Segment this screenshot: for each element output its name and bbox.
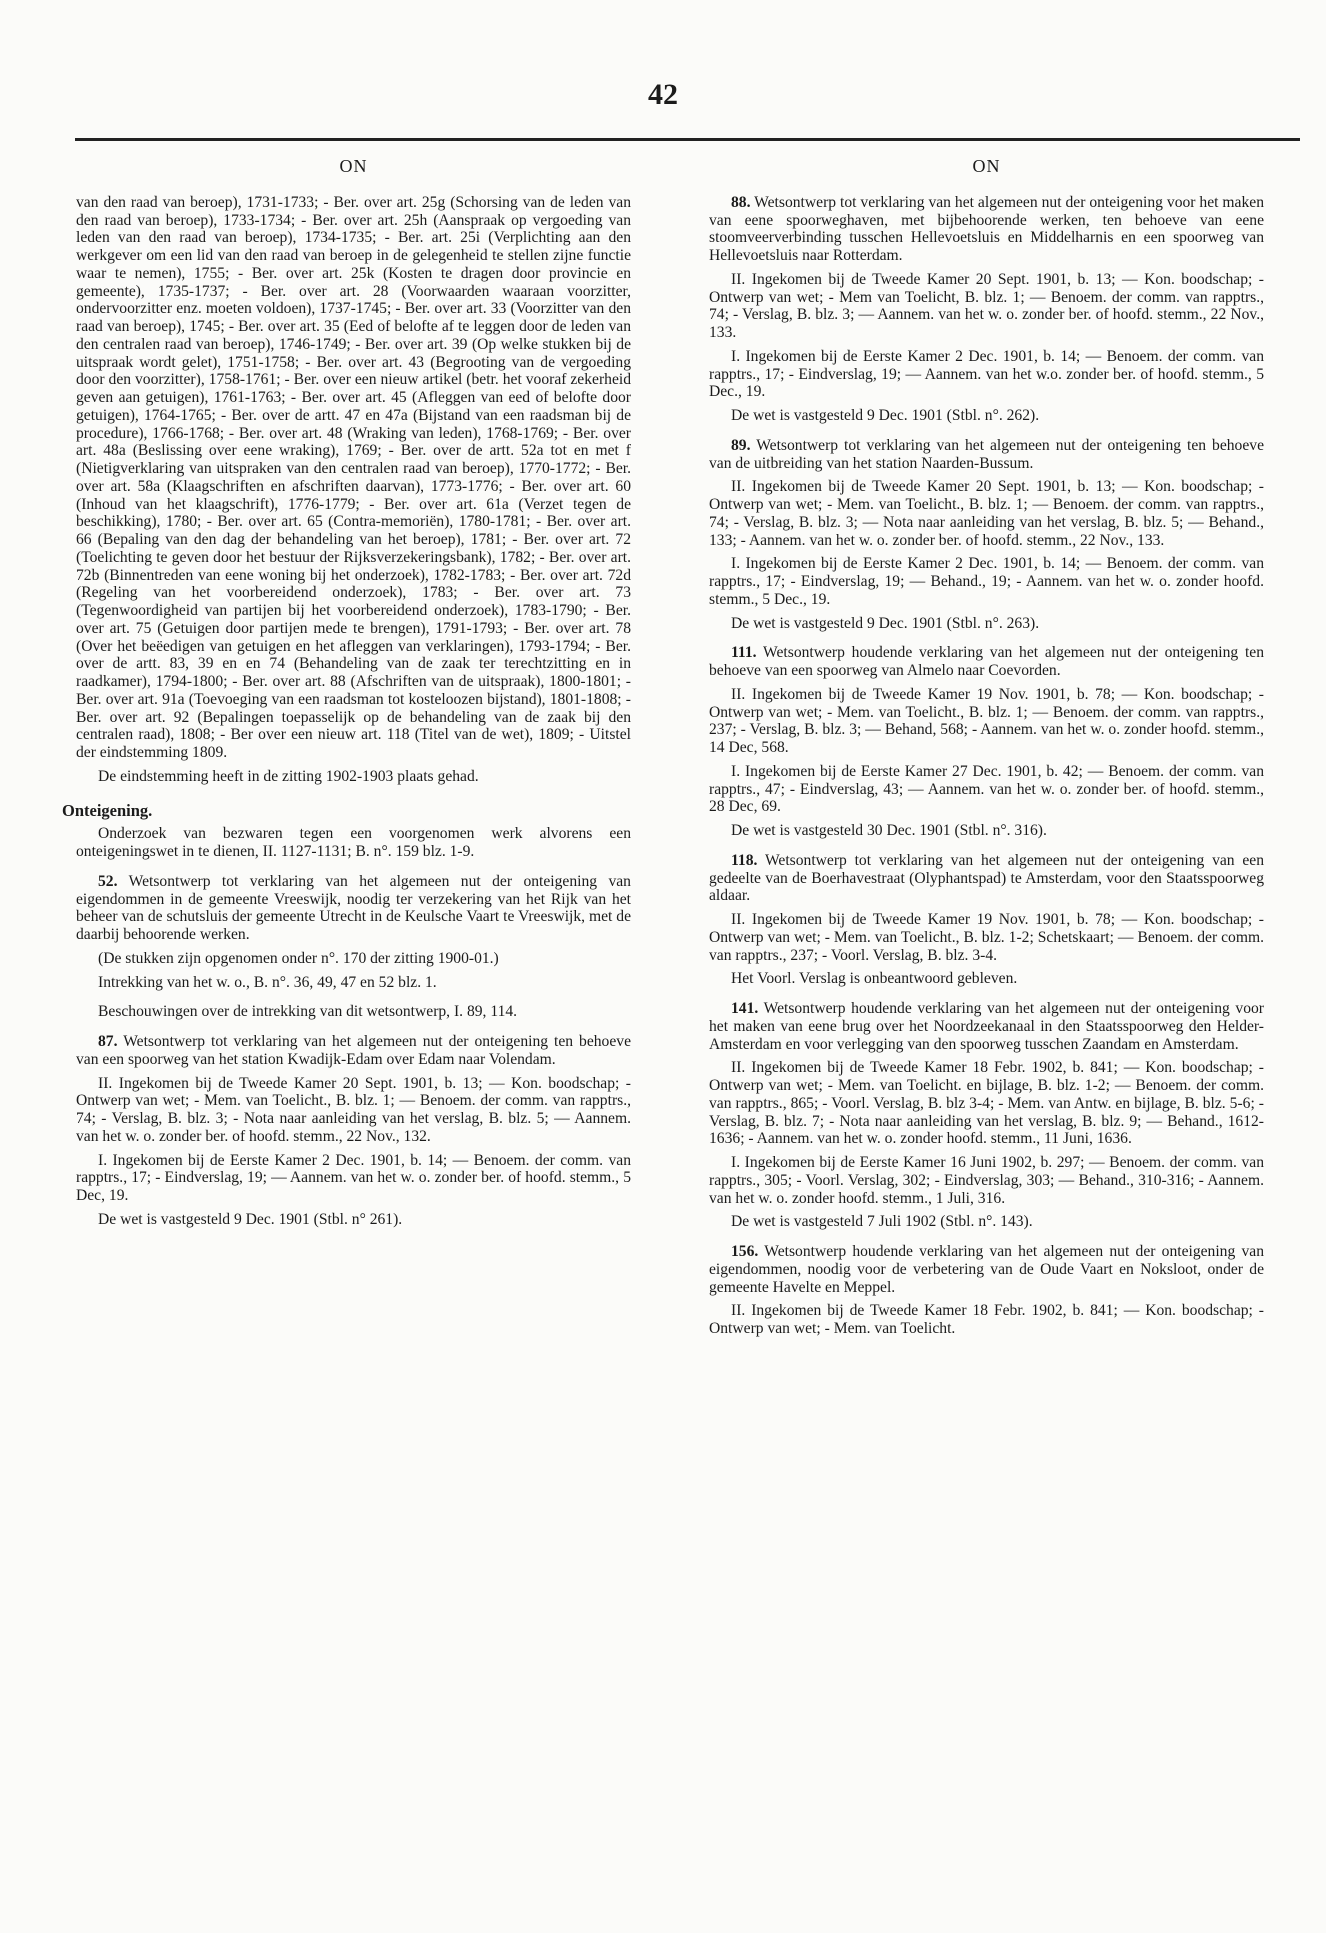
entry-number: 89. bbox=[731, 436, 751, 454]
entry-text: Wetsontwerp houdende verklaring van het algemeen nut der onteigening ten behoeve van een spoorweg van Almelo naar Coevorden. bbox=[709, 644, 1264, 679]
entry-number: 52. bbox=[98, 872, 118, 890]
paragraph: II. Ingekomen bij de Tweede Kamer 18 Febr. 1902, b. 841; — Kon. boodschap; - Ontwerp van wet; - Mem. van Toelicht. en bijlage, B. blz. 1-2; — Benoem. der comm. van rapptrs., 865; - Voorl. Verslag, B. blz 3-4; - Mem. van Antw. en bijlage, B. blz. 5-6; - Verslag, B. blz. 7; - Nota naar aanleiding van het verslag, B. blz. 9; — Behand., 1612-1636; - Aannem. van het w. o. zonder hoofd. stemm., 11 Juni, 1636. bbox=[709, 1059, 1264, 1148]
entry-paragraph bbox=[709, 852, 1264, 905]
entry-paragraph bbox=[76, 873, 631, 944]
entry-number: 111. bbox=[731, 644, 757, 662]
paragraph: Onderzoek van bezwaren tegen een voorgenomen werk alvorens een onteigeningswet in te dienen, II. 1127-1131; B. n°. 159 blz. 1-9. bbox=[76, 825, 631, 860]
entry-text: Wetsontwerp tot verklaring van het algemeen nut der onteigening voor het maken van eene spoorweghaven, met bijbehoorende werken, ten behoeve van eene stoomveerverbinding tusschen Hellevoetsluis en Middelharnis en een spoorweg van Hellevoetsluis naar Rotterdam. bbox=[709, 193, 1264, 264]
paragraph: Beschouwingen over de intrekking van dit wetsontwerp, I. 89, 114. bbox=[98, 1003, 518, 1021]
paragraph: II. Ingekomen bij de Tweede Kamer 19 Nov. 1901, b. 78; — Kon. boodschap; - Ontwerp van wet; - Mem. van Toelicht., B. blz. 1; — Benoem. der comm. van rapptrs., 237; - Verslag, B. blz. 3; — Behand, 568; - Aannem. van het w. o. zonder hoofd. stemm., 14 Dec, 568. bbox=[709, 685, 1264, 756]
paragraph: I. Ingekomen bij de Eerste Kamer 2 Dec. 1901, b. 14; — Benoem. der comm. van rapptrs., 17; - Eindverslag, 19; — Behand., 19; - Aannem. van het w. o. zonder hoofd. stemm., 5 Dec., 19. bbox=[709, 555, 1264, 608]
paragraph: I. Ingekomen bij de Eerste Kamer 16 Juni 1902, b. 297; — Benoem. der comm. van rapptrs., 305; - Voorl. Verslag, 302; - Eindverslag, 303; — Behand., 310-316; - Aannem. van het w. o. zonder hoofd. stemm., 1 Juli, 316. bbox=[709, 1154, 1264, 1207]
paragraph: II. Ingekomen bij de Tweede Kamer 20 Sept. 1901, b. 13; — Kon. boodschap; - Ontwerp van wet; - Mem van Toelicht, B. blz. 1; — Benoem. der comm. van rapptrs., 74; - Verslag, B. blz. 3; — Aannem. van het w. o. zonder ber. of hoofd. stemm., 22 Nov., 133. bbox=[709, 270, 1264, 341]
paragraph: II. Ingekomen bij de Tweede Kamer 20 Sept. 1901, b. 13; — Kon. boodschap; - Ontwerp van wet; - Mem. van Toelicht., B. blz. 1; — Benoem. der comm. van rapptrs., 74; - Verslag, B. blz. 3; - Nota naar aanleiding van het verslag, B. blz. 5; — Aannem. van het w. o. zonder ber. of hoofd. stemm., 22 Nov., 132. bbox=[76, 1074, 631, 1145]
left-column-header: ON bbox=[339, 156, 368, 176]
paragraph: (De stukken zijn opgenomen onder n°. 170 der zitting 1900-01.) bbox=[98, 949, 499, 967]
entry-text: Wetsontwerp houdende verklaring van het algemeen nut der onteigening voor het maken van eene brug over het Noordzeekanaal in den Staatsspoorweg den Helder-Amsterdam en voor verlegging van den spoorweg tusschen Zaandam en Amsterdam. bbox=[709, 1000, 1264, 1053]
paragraph: van den raad van beroep), 1731-1733; - Ber. over art. 25g (Schorsing van de leden van den raad van beroep), 1733-1734; - Ber. over art. 25h (Aanspraak op vergoeding van leden van den raad van beroep), 1734-1735; - Ber. art. 25i (Verplichting aan den werkgever om een lid van den raad van beroep in de gelegenheid te stellen zijne functie waar te nemen), 1755; - Ber. over art. 25k (Kosten te dragen door provincie en gemeente), 1735-1737; - Ber. over art. 28 (Voorwaarden waaraan voorzitter, ondervoorzitter enz. moeten voldoen), 1737-1745; - Ber. over art. 33 (Voorzitter van den raad van beroep), 1745; - Ber. over art. 35 (Eed of belofte af te leggen door de leden van den centralen raad van beroep), 1746-1749; - Ber. over art. 39 (Op welke stukken bij de uitspraak wordt gelet), 1751-1758; - Ber. over art. 43 (Begrooting van de vergoeding door den voorzitter), 1758-1761; - Ber. over een nieuw artikel (betr. het vooraf zekerheid geven aan getuigen), 1761-1763; - Ber. over art. 45 (Afleggen van eed of belofte door getuigen), 1764-1765; - Ber. over de artt. 47 en 47a (Bijstand van een raadsman bij de procedure), 1766-1768; - Ber. over art. 48 (Wraking van leden), 1768-1769; - Ber. over art. 48a (Beslissing over eene wraking), 1769; - Ber. over de artt. 52a tot en met f (Nietigverklaring van uitspraken van den centralen raad van beroep), 1770-1772; - Ber. over art. 58a (Klaagschriften en afschriften daarvan), 1773-1776; - Ber. over art. 60 (Inhoud van het klaagschrift), 1776-1779; - Ber. over art. 61a (Verzet tegen de beschikking), 1780; - Ber. over art. 65 (Contra-memoriën), 1780-1781; - Ber. over art. 66 (Bepaling van den dag der behandeling van het beroep), 1781; - Ber. over art. 72 (Toelichting te geven door het bestuur der Rijksverzekeringsbank), 1782; - Ber. over art. 72b (Binnentreden van eene woning bij het onderzoek), 1782-1783; - Ber. over art. 72d (Regeling van het voorbereidend onderzoek), 1783; - Ber. over art. 73 (Tegenwoordigheid van partijen bij het voorbereidend onderzoek), 1783-1790; - Ber. over art. 75 (Getuigen door partijen mede te brengen), 1791-1793; - Ber. over art. 78 (Over het beëedigen van getuigen en het afleggen van verklaringen), 1793-1794; - Ber. over de artt. 83, 39 en en 74 (Behandeling van de zaak ter terechtzitting en in raadkamer), 1794-1800; - Ber. over art. 88 (Afschriften van de uitspraak), 1800-1801; - Ber. over art. 91a (Toevoeging van een raadsman tot kosteloozen bijstand), 1801-1808; - Ber. over art. 92 (Bepalingen toepasselijk op de behandeling van de zaak bij den centralen raad), 1808; - Ber over een nieuw art. 118 (Titel van de wet), 1809; - Uitstel der eindstemming 1809. bbox=[76, 193, 631, 761]
paragraph: II. Ingekomen bij de Tweede Kamer 18 Febr. 1902, b. 841; — Kon. boodschap; - Ontwerp van wet; - Mem. van Toelicht. bbox=[709, 1302, 1264, 1337]
paragraph: De wet is vastgesteld 9 Dec. 1901 (Stbl. n° 261). bbox=[98, 1210, 403, 1228]
entry-paragraph bbox=[709, 1243, 1264, 1296]
paragraph: De eindstemming heeft in de zitting 1902-1903 plaats gehad. bbox=[98, 767, 479, 785]
paragraph: De wet is vastgesteld 9 Dec. 1901 (Stbl. n°. 262). bbox=[731, 407, 1040, 424]
entry-number: 141. bbox=[731, 1000, 759, 1017]
entry-number: 88. bbox=[731, 193, 751, 211]
entry-text: Wetsontwerp tot verklaring van het algemeen nut der onteigening ten behoeve van de uitbreiding van het station Naarden-Bussum. bbox=[709, 436, 1264, 472]
entry-paragraph bbox=[709, 644, 1264, 680]
left-column bbox=[62, 154, 631, 1235]
entry-number: 156. bbox=[731, 1243, 759, 1260]
entry-paragraph bbox=[709, 194, 1264, 265]
paragraph: Het Voorl. Verslag is onbeantwoord gebleven. bbox=[731, 970, 1018, 988]
header-rule bbox=[75, 138, 1300, 141]
right-column-header: ON bbox=[972, 156, 1001, 176]
paragraph: De wet is vastgesteld 7 Juli 1902 (Stbl. n°. 143). bbox=[731, 1213, 1033, 1231]
paragraph: I. Ingekomen bij de Eerste Kamer 2 Dec. 1901, b. 14; — Benoem. der comm. van rapptrs., 17; - Eindverslag, 19; — Aannem. van het w. o. zonder ber. of hoofd. stemm., 5 Dec, 19. bbox=[76, 1151, 631, 1204]
paragraph: II. Ingekomen bij de Tweede Kamer 20 Sept. 1901, b. 13; — Kon. boodschap; - Ontwerp van wet; - Mem. van Toelicht., B. blz. 1; — Benoem. der comm. van rapptrs., 74; - Verslag, B. blz. 3; — Nota naar aanleiding van het verslag, B. blz. 5; — Behand., 133; - Aannem. van het w. o. zonder ber. of hoofd. stemm., 22 Nov., 133. bbox=[709, 478, 1264, 549]
entry-text: Wetsontwerp tot verklaring van het algemeen nut der onteigening ten behoeve van een spoorweg van het station Kwadijk-Edam over Edam naar Volendam. bbox=[76, 1033, 631, 1068]
entry-text: Wetsontwerp houdende verklaring van het algemeen nut der onteigening van eigendommen, noodig voor de verbetering van de Oude Vaart en Nokslоot, onder de gemeente Havelte en Meppel. bbox=[709, 1243, 1264, 1296]
paragraph: De wet is vastgesteld 9 Dec. 1901 (Stbl. n°. 263). bbox=[731, 614, 1040, 632]
entry-number: 87. bbox=[98, 1033, 118, 1050]
paragraph: Intrekking van het w. o., B. n°. 36, 49, 47 en 52 blz. 1. bbox=[98, 973, 437, 991]
entry-paragraph bbox=[76, 1033, 631, 1069]
section-heading: Onteigening. bbox=[62, 800, 153, 820]
page-number: 42 bbox=[648, 78, 678, 111]
entry-text: Wetsontwerp tot verklaring van het algemeen nut der onteigening van eigendommen in de gemeente Vreeswijk, noodig ter verzekering van het Rijk van het beheer van de schutsluis der gemeente Utrecht in de Keulsche Vaart te Vreeswijk, met de daarbij behoorende werken. bbox=[76, 872, 631, 943]
entry-text: Wetsontwerp tot verklaring van het algemeen nut der onteigening van een gedeelte van de Boerhavestraat (Olyphantspad) te Amsterdam, voor den Staatsspoorweg aldaar. bbox=[709, 851, 1264, 905]
entry-paragraph bbox=[709, 437, 1264, 473]
paragraph: De wet is vastgesteld 30 Dec. 1901 (Stbl. n°. 316). bbox=[731, 822, 1047, 839]
paragraph: II. Ingekomen bij de Tweede Kamer 19 Nov. 1901, b. 78; — Kon. boodschap; - Ontwerp van wet; - Mem. van Toelicht., B. blz. 1-2; Schetskaart; — Benoem. der comm. van rapptrs., 237; - Voorl. Verslag, B. blz. 3-4. bbox=[709, 911, 1264, 964]
entry-number: 118. bbox=[731, 851, 758, 869]
paragraph: I. Ingekomen bij de Eerste Kamer 2 Dec. 1901, b. 14; — Benoem. der comm. van rapptrs., 17; - Eindverslag, 19; — Aannem. van het w.o. zonder ber. of hoofd. stemm., 5 Dec., 19. bbox=[709, 347, 1264, 401]
paragraph: I. Ingekomen bij de Eerste Kamer 27 Dec. 1901, b. 42; — Benoem. der comm. van rapptrs., 47; - Eindverslag, 43; — Aannem. van het w. o. zonder ber. of hoofd. stemm., 28 Dec, 69. bbox=[709, 762, 1264, 816]
entry-paragraph bbox=[709, 1000, 1264, 1053]
right-column bbox=[709, 154, 1264, 1344]
